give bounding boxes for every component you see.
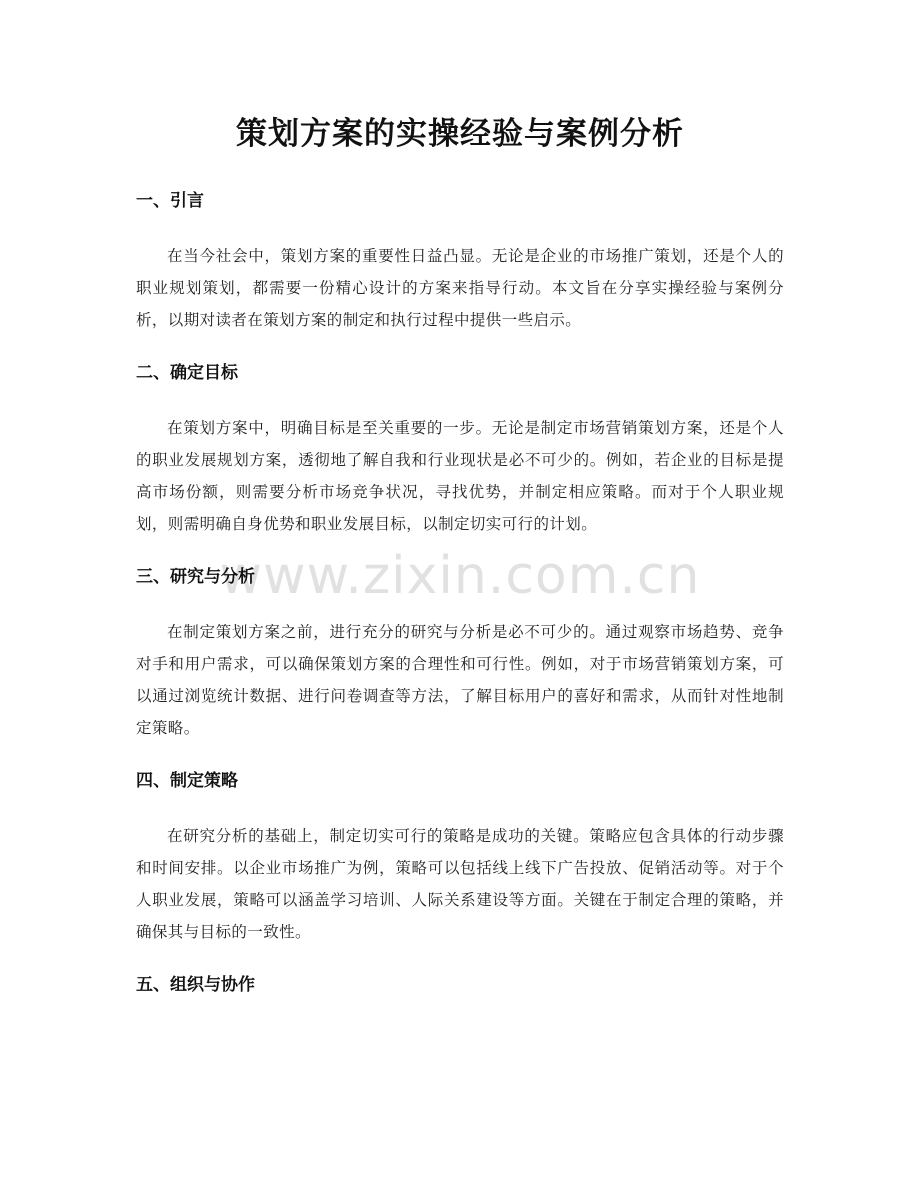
- document-title: 策划方案的实操经验与案例分析: [236, 116, 684, 152]
- section-intro: [136, 186, 784, 336]
- section-paragraph: 在研究分析的基础上，制定切实可行的策略是成功的关键。策略应包含具体的行动步骤和时间安排。以企业市场推广为例，策略可以包括线上线下广告投放、促销活动等。对于个人职业发展，策略可以涵盖学习培训、人际关系建设等方面。关键在于制定合理的策略，并确保其与目标的一致性。: [136, 827, 784, 941]
- section-strategy: [136, 766, 784, 948]
- watermark: www.zixin.com.cn: [219, 546, 701, 606]
- section-paragraph: 在当今社会中，策划方案的重要性日益凸显。无论是企业的市场推广策划，还是个人的职业规划策划，都需要一份精心设计的方案来指导行动。本文旨在分享实操经验与案例分析，以期对读者在策划方案的制定和执行过程中提供一些启示。: [136, 247, 784, 329]
- section-paragraph: 在策划方案中，明确目标是至关重要的一步。无论是制定市场营销策划方案，还是个人的职业发展规划方案，透彻地了解自我和行业现状是必不可少的。例如，若企业的目标是提高市场份额，则需要分析市场竞争状况，寻找优势，并制定相应策略。而对于个人职业规划，则需明确自身优势和职业发展目标，以制定切实可行的计划。: [136, 419, 784, 533]
- section-heading: 五、组织与协作: [136, 975, 255, 995]
- section-heading: 二、确定目标: [136, 363, 238, 383]
- document-body: [136, 186, 784, 1024]
- section-research: [136, 562, 784, 744]
- section-heading: 一、引言: [136, 191, 204, 211]
- section-organization: [136, 970, 784, 1000]
- section-heading: 三、研究与分析: [136, 567, 255, 587]
- section-goals: [136, 358, 784, 540]
- section-heading: 四、制定策略: [136, 771, 238, 791]
- section-paragraph: 在制定策划方案之前，进行充分的研究与分析是必不可少的。通过观察市场趋势、竞争对手和用户需求，可以确保策划方案的合理性和可行性。例如，对于市场营销策划方案，可以通过浏览统计数据、进行问卷调查等方法，了解目标用户的喜好和需求，从而针对性地制定策略。: [136, 623, 784, 737]
